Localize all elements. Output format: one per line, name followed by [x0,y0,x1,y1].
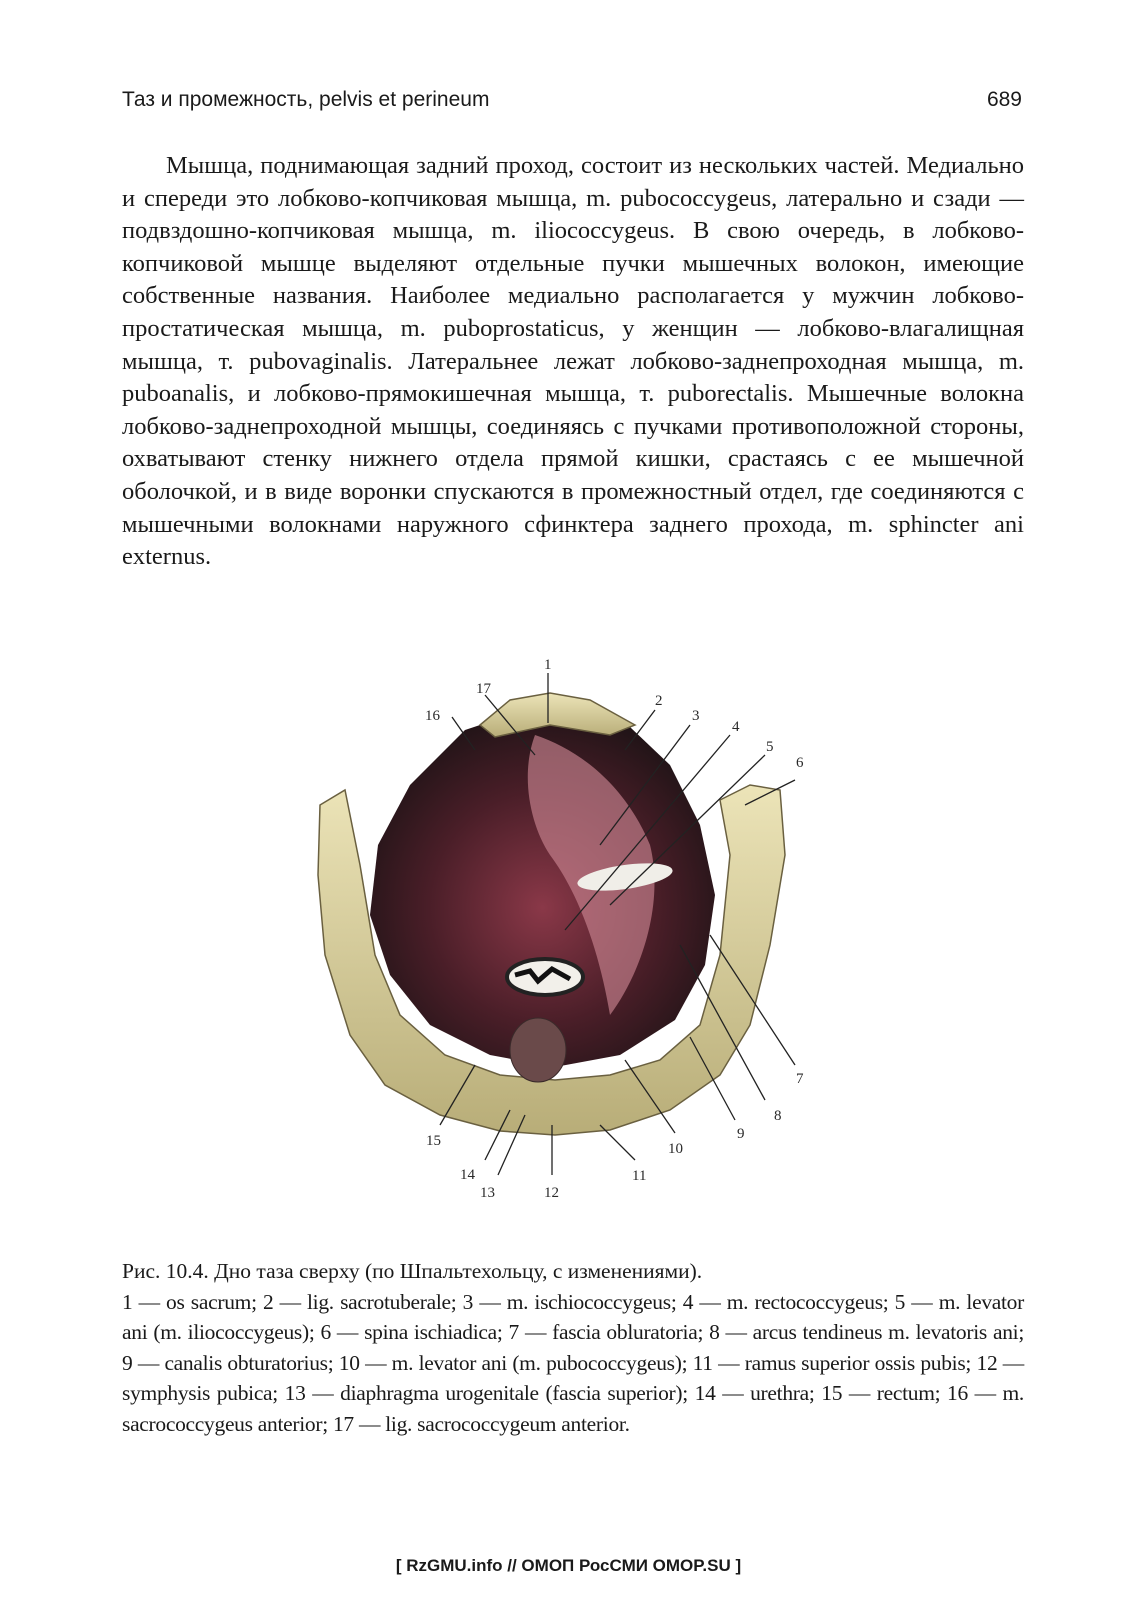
body-text [122,150,1024,574]
figure-caption [122,1256,1024,1439]
figure-label-4: 4 [732,719,740,735]
anatomy-figure [280,655,840,1215]
figure-label-6: 6 [796,755,804,771]
running-title: Таз и промежность, pelvis et perineum [122,88,490,111]
caption-legend: 1 — os sacrum; 2 — lig. sacrotuberale; 3 — m. ischiococcygeus; 4 — m. rectococcygeus; 5 — m. levator ani (m. iliococcygeus); 6 — spina ischiadica; 7 — fascia obluratoria; 8 — arcus tendineus m. levatoris ani; 9 — canalis obturatorius; 10 — m. levator ani (m. pubococcygeus); 11 — ramus superior ossis pubis; 12 — symphysis pubica; 13 — diaphragma urogenitale (fascia superior); 14 — urethra; 15 — rectum; 16 — m. sacrococcygeus anterior; 17 — lig. sacrococcygeum anterior. [122,1289,1024,1436]
figure-label-10: 10 [668,1141,683,1157]
figure-label-1: 1 [544,657,552,673]
pelvic-floor-illustration [280,655,840,1215]
figure-label-7: 7 [796,1071,804,1087]
figure-label-16: 16 [425,708,440,724]
figure-label-3: 3 [692,708,700,724]
page-number: 689 [986,88,1022,111]
running-header [122,88,1022,120]
figure-label-15: 15 [426,1133,441,1149]
figure-label-14: 14 [460,1167,475,1183]
figure-label-11: 11 [632,1168,647,1184]
figure-label-5: 5 [766,739,774,755]
figure-label-2: 2 [655,693,663,709]
body-paragraph: Мышца, поднимающая задний проход, состоит из нескольких частей. Медиально и спереди это лобково-копчиковая мышца, m. pubococcygeus, латерально и сзади — подвздошно-копчиковая мышца, m. iliococcygeus. В свою очередь, в лобково-копчиковой мышце выделяют отдельные пучки мышечных волокон, имеющие собственные названия. Наиболее медиально располагается у мужчин лобково-простатическая мышца, m. puboprostaticus, у женщин — лобково-влагалищная мышца, т. pubovaginalis. Латеральнее лежат лобково-заднепроходная мышца, m. puboanalis, и лобково-прямокишечная мышца, т. puborectalis. Мышечные волокна лобково-заднепроходной мышцы, соединяясь с пучками противоположной стороны, охватывают стенку нижнего отдела прямой кишки, срастаясь с ее мышечной оболочкой, и в виде воронки спускаются в промежностный отдел, где соединяются с мышечными волокнами наружного сфинктера заднего прохода, m. sphincter ani externus. [122,152,1024,571]
caption-title: Рис. 10.4. Дно таза сверху (по Шпальтехольцу, с изменениями). [122,1259,703,1283]
figure-label-13: 13 [480,1185,495,1201]
rectum [510,1018,566,1082]
figure-label-12: 12 [544,1185,559,1201]
watermark-footer: [ RzGMU.info // ОМОП РосСМИ OMOP.SU ] [395,1556,742,1575]
figure-label-8: 8 [774,1108,782,1124]
figure-label-17: 17 [476,681,491,697]
figure-label-9: 9 [737,1126,745,1142]
